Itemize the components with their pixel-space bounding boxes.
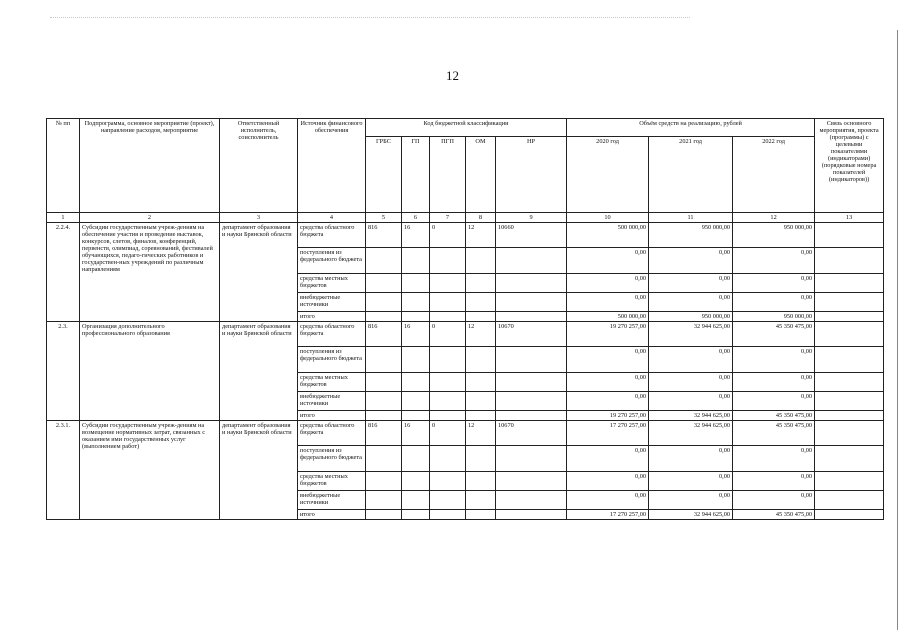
- code-empty: [402, 373, 430, 392]
- code-empty: [402, 274, 430, 293]
- code-gp: 16: [402, 322, 430, 347]
- code-nr: 10670: [496, 421, 567, 446]
- col-number: 9: [496, 213, 567, 223]
- code-empty: [366, 392, 402, 411]
- amount-federal: 0,00: [733, 446, 815, 472]
- source-local: средства местных бюджетов: [298, 274, 366, 293]
- amount-federal: 0,00: [567, 248, 649, 274]
- code-om: 12: [466, 421, 496, 446]
- code-empty: [496, 392, 567, 411]
- code-empty: [466, 312, 496, 322]
- header-subprogram: Подпрограмма, основное мероприятие (проект), направление расходов, мероприятие: [80, 119, 220, 213]
- amount-local: 0,00: [733, 373, 815, 392]
- amount-federal: 0,00: [733, 347, 815, 373]
- amount-regional: 17 270 257,00: [567, 421, 649, 446]
- amount-extra: 0,00: [733, 491, 815, 510]
- table-row: [47, 421, 884, 446]
- measure-name: Организация дополнительного профессионального образования: [80, 322, 220, 421]
- row-number: 2.3.1.: [47, 421, 80, 520]
- header-executor: Ответственный исполнитель, соисполнитель: [220, 119, 298, 213]
- scan-artifact: [50, 17, 690, 21]
- amount-local: 0,00: [649, 373, 733, 392]
- source-federal: поступления из федерального бюджета: [298, 446, 366, 472]
- amount-local: 0,00: [567, 373, 649, 392]
- code-empty: [466, 347, 496, 373]
- header-row-1: [47, 119, 884, 137]
- amount-regional: 45 350 475,00: [733, 421, 815, 446]
- link-cell: [815, 223, 884, 248]
- amount-federal: 0,00: [567, 446, 649, 472]
- code-empty: [366, 510, 402, 520]
- code-empty: [466, 373, 496, 392]
- amount-extra: 0,00: [733, 293, 815, 312]
- source-total: итого: [298, 411, 366, 421]
- link-cell: [815, 248, 884, 274]
- code-empty: [496, 510, 567, 520]
- code-pgp: 0: [430, 322, 466, 347]
- link-cell: [815, 274, 884, 293]
- code-empty: [430, 373, 466, 392]
- amount-total: 45 350 475,00: [733, 510, 815, 520]
- amount-total: 45 350 475,00: [733, 411, 815, 421]
- code-empty: [402, 293, 430, 312]
- source-extra: внебюджетные источники: [298, 491, 366, 510]
- code-empty: [366, 248, 402, 274]
- amount-local: 0,00: [649, 472, 733, 491]
- measure-name: Субсидии государственным учреж-дениям на обеспечение участия и проведение выставок, конкурсов, слетов, финалов, конференций, первенств, олимпиад, соревнований, фестивалей обучающихся, педаго-гических работников и государствен-ных учреждений по различным направлениям: [80, 223, 220, 322]
- code-empty: [466, 392, 496, 411]
- executor: департамент образования и науки Брянской области: [220, 223, 298, 322]
- source-local: средства местных бюджетов: [298, 472, 366, 491]
- header-grbs: ГРБС: [366, 137, 402, 213]
- code-empty: [430, 411, 466, 421]
- code-empty: [496, 446, 567, 472]
- code-empty: [466, 491, 496, 510]
- code-empty: [466, 274, 496, 293]
- col-number: 7: [430, 213, 466, 223]
- code-empty: [496, 248, 567, 274]
- executor: департамент образования и науки Брянской области: [220, 322, 298, 421]
- amount-regional: 32 944 625,00: [649, 322, 733, 347]
- code-empty: [366, 472, 402, 491]
- code-empty: [430, 312, 466, 322]
- code-empty: [466, 293, 496, 312]
- measure-name: Субсидии государственным учреж-дениям на возмещение нормативных затрат, связанных с оказанием ими государственных услуг (выполнением работ): [80, 421, 220, 520]
- amount-extra: 0,00: [567, 293, 649, 312]
- code-gp: 16: [402, 421, 430, 446]
- col-number: 1: [47, 213, 80, 223]
- amount-extra: 0,00: [567, 491, 649, 510]
- amount-regional: 950 000,00: [733, 223, 815, 248]
- link-cell: [815, 322, 884, 347]
- code-empty: [430, 510, 466, 520]
- code-empty: [466, 510, 496, 520]
- amount-regional: 45 350 475,00: [733, 322, 815, 347]
- code-empty: [430, 491, 466, 510]
- code-empty: [466, 248, 496, 274]
- amount-local: 0,00: [733, 274, 815, 293]
- code-empty: [496, 472, 567, 491]
- code-empty: [366, 491, 402, 510]
- link-cell: [815, 510, 884, 520]
- source-extra: внебюджетные источники: [298, 293, 366, 312]
- amount-extra: 0,00: [649, 293, 733, 312]
- code-empty: [496, 274, 567, 293]
- amount-federal: 0,00: [649, 347, 733, 373]
- header-pgp: ПГП: [430, 137, 466, 213]
- row-number: 2.3.: [47, 322, 80, 421]
- header-nr: НР: [496, 137, 567, 213]
- col-number: 10: [567, 213, 649, 223]
- link-cell: [815, 347, 884, 373]
- code-empty: [402, 446, 430, 472]
- header-num: № пп: [47, 119, 80, 213]
- source-total: итого: [298, 312, 366, 322]
- link-cell: [815, 491, 884, 510]
- col-number: 4: [298, 213, 366, 223]
- amount-total: 19 270 257,00: [567, 411, 649, 421]
- amount-local: 0,00: [567, 472, 649, 491]
- amount-extra: 0,00: [649, 392, 733, 411]
- table-row: [47, 322, 884, 347]
- code-pgp: 0: [430, 421, 466, 446]
- link-cell: [815, 312, 884, 322]
- table-row: [47, 223, 884, 248]
- source-extra: внебюджетные источники: [298, 392, 366, 411]
- source-regional: средства областного бюджета: [298, 223, 366, 248]
- code-empty: [430, 472, 466, 491]
- link-cell: [815, 472, 884, 491]
- code-empty: [402, 472, 430, 491]
- source-regional: средства областного бюджета: [298, 322, 366, 347]
- header-gp: ГП: [402, 137, 430, 213]
- code-empty: [402, 312, 430, 322]
- code-pgp: 0: [430, 223, 466, 248]
- code-empty: [466, 446, 496, 472]
- code-empty: [496, 347, 567, 373]
- code-empty: [402, 248, 430, 274]
- code-empty: [430, 392, 466, 411]
- header-om: ОМ: [466, 137, 496, 213]
- code-empty: [430, 274, 466, 293]
- code-empty: [496, 491, 567, 510]
- code-empty: [402, 491, 430, 510]
- executor: департамент образования и науки Брянской области: [220, 421, 298, 520]
- source-regional: средства областного бюджета: [298, 421, 366, 446]
- amount-federal: 0,00: [567, 347, 649, 373]
- amount-total: 500 000,00: [567, 312, 649, 322]
- header-2022: 2022 год: [733, 137, 815, 213]
- code-empty: [496, 312, 567, 322]
- amount-total: 32 944 625,00: [649, 411, 733, 421]
- code-gp: 16: [402, 223, 430, 248]
- code-empty: [402, 392, 430, 411]
- amount-extra: 0,00: [567, 392, 649, 411]
- amount-local: 0,00: [649, 274, 733, 293]
- header-source: Источник финансового обеспечения: [298, 119, 366, 213]
- code-empty: [496, 373, 567, 392]
- amount-regional: 19 270 257,00: [567, 322, 649, 347]
- code-grbs: 816: [366, 322, 402, 347]
- code-empty: [366, 274, 402, 293]
- code-nr: 10660: [496, 223, 567, 248]
- code-empty: [402, 411, 430, 421]
- amount-regional: 950 000,00: [649, 223, 733, 248]
- source-federal: поступления из федерального бюджета: [298, 248, 366, 274]
- header-budget-code: Код бюджетной классификации: [366, 119, 567, 137]
- code-empty: [466, 411, 496, 421]
- link-cell: [815, 421, 884, 446]
- code-empty: [430, 446, 466, 472]
- code-empty: [430, 248, 466, 274]
- header-link: Связь основного мероприятия, проекта (программы) с целевыми показателями (индикаторами) (порядковые номера показателей (индикаторов)): [815, 119, 884, 213]
- col-number: 11: [649, 213, 733, 223]
- code-om: 12: [466, 223, 496, 248]
- amount-extra: 0,00: [649, 491, 733, 510]
- amount-federal: 0,00: [733, 248, 815, 274]
- source-total: итого: [298, 510, 366, 520]
- code-empty: [366, 446, 402, 472]
- code-om: 12: [466, 322, 496, 347]
- code-grbs: 816: [366, 223, 402, 248]
- column-number-row: [47, 213, 884, 223]
- code-empty: [402, 347, 430, 373]
- code-empty: [430, 293, 466, 312]
- amount-total: 17 270 257,00: [567, 510, 649, 520]
- code-empty: [366, 373, 402, 392]
- budget-table: [46, 118, 884, 520]
- code-empty: [366, 312, 402, 322]
- amount-total: 32 944 625,00: [649, 510, 733, 520]
- link-cell: [815, 293, 884, 312]
- code-empty: [402, 510, 430, 520]
- page-edge: [897, 30, 898, 630]
- link-cell: [815, 411, 884, 421]
- row-number: 2.2.4.: [47, 223, 80, 322]
- col-number: 5: [366, 213, 402, 223]
- amount-regional: 500 000,00: [567, 223, 649, 248]
- amount-extra: 0,00: [733, 392, 815, 411]
- amount-total: 950 000,00: [649, 312, 733, 322]
- amount-federal: 0,00: [649, 248, 733, 274]
- code-empty: [430, 347, 466, 373]
- code-empty: [496, 293, 567, 312]
- link-cell: [815, 446, 884, 472]
- link-cell: [815, 392, 884, 411]
- amount-local: 0,00: [733, 472, 815, 491]
- code-empty: [496, 411, 567, 421]
- code-grbs: 816: [366, 421, 402, 446]
- amount-federal: 0,00: [649, 446, 733, 472]
- code-nr: 10670: [496, 322, 567, 347]
- col-number: 3: [220, 213, 298, 223]
- code-empty: [366, 411, 402, 421]
- col-number: 6: [402, 213, 430, 223]
- col-number: 2: [80, 213, 220, 223]
- amount-local: 0,00: [567, 274, 649, 293]
- header-2020: 2020 год: [567, 137, 649, 213]
- col-number: 8: [466, 213, 496, 223]
- amount-total: 950 000,00: [733, 312, 815, 322]
- col-number: 12: [733, 213, 815, 223]
- col-number: 13: [815, 213, 884, 223]
- code-empty: [366, 347, 402, 373]
- page-number: 12: [446, 68, 459, 83]
- header-volume: Объём средств на реализацию, рублей: [567, 119, 815, 137]
- code-empty: [366, 293, 402, 312]
- source-federal: поступления из федерального бюджета: [298, 347, 366, 373]
- link-cell: [815, 373, 884, 392]
- source-local: средства местных бюджетов: [298, 373, 366, 392]
- code-empty: [466, 472, 496, 491]
- amount-regional: 32 944 625,00: [649, 421, 733, 446]
- header-2021: 2021 год: [649, 137, 733, 213]
